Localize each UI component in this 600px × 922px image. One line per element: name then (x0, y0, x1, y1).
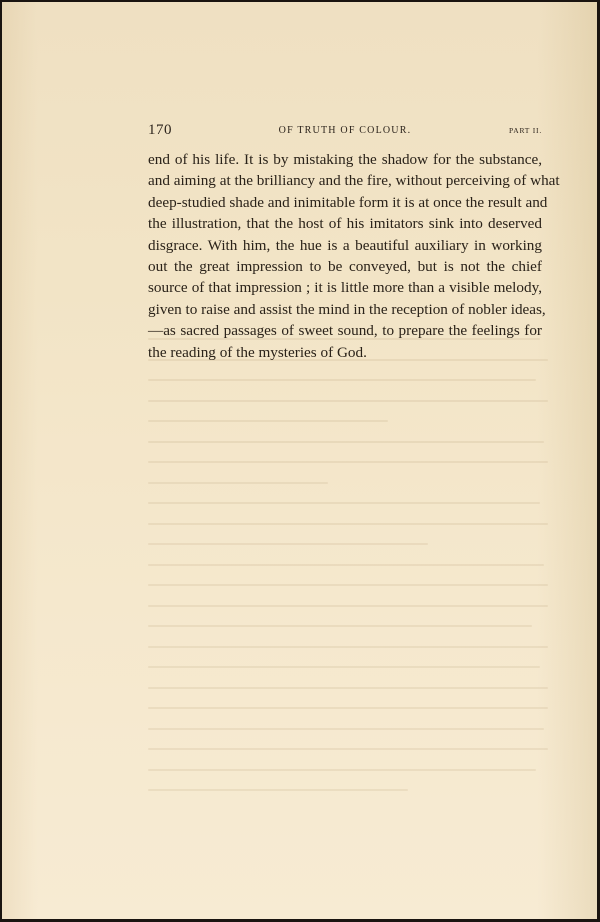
running-head (148, 124, 542, 142)
text-line: the reading of the mysteries of God. (148, 343, 367, 361)
running-title: OF TRUTH OF COLOUR. (278, 125, 412, 136)
reverse-side-show-through (148, 338, 548, 818)
text-line: given to raise and assist the mind in the reception of nobler ideas, (148, 300, 546, 318)
text-line: disgrace. With him, the hue is a beautiful auxiliary in working (148, 236, 542, 254)
part-label: PART II. (508, 126, 542, 135)
text-line: the illustration, that the host of his imitators sink into deserved (148, 215, 542, 233)
text-line: out the great impression to be conveyed, but is not the chief (148, 257, 542, 275)
text-line: source of that impression ; it is little more than a visible melody, (148, 279, 542, 297)
body-paragraph (148, 149, 560, 363)
text-line: end of his life. It is by mistaking the shadow for the substance, (148, 151, 542, 168)
text-line: deep-studied shade and inimitable form it is at once the result and (148, 193, 548, 211)
page-number: 170 (148, 122, 172, 138)
text-line: —as sacred passages of sweet sound, to prepare the feelings for (148, 322, 542, 340)
text-line: and aiming at the brilliancy and the fire, without perceiving of what (148, 172, 560, 190)
book-page (2, 2, 597, 919)
